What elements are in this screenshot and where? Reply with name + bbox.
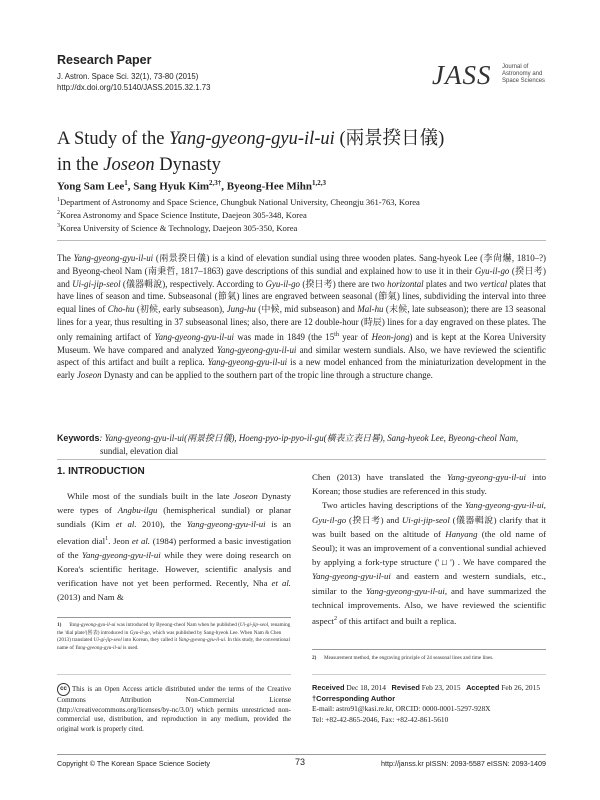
footer-journal-info: http://janss.kr pISSN: 2093-5587 eISSN: 2093-1409 [380, 759, 546, 768]
author-name: Byeong-Hee Mihn [226, 180, 313, 193]
affiliation: $^3$Korea University of Science & Technology, Daejeon 305-350, Korea [57, 223, 298, 233]
footnote-divider [312, 649, 546, 650]
body-column-left [57, 489, 291, 605]
divider [57, 459, 546, 460]
author-list: Yong Sam Lee$^1$, Sang Hyuk Kim$^{2,3\dagger}$, Byeong-Hee Mihn$^{1,2,3}$ [57, 179, 327, 193]
affiliation: $^2$Korea Astronomy and Space Science Institute, Daejeon 305-348, Korea [57, 210, 307, 220]
logo-wordmark: JASS [432, 60, 492, 90]
contact-phone: Tel: +82-42-865-2046, Fax: +82-42-861-5610 [312, 714, 449, 724]
contact-email[interactable]: E-mail: astro91@kasi.re.kr, ORCID: 0000-0001-5297-928X [312, 704, 491, 714]
author-name: Yong Sam Lee [57, 180, 125, 193]
paragraph: Two articles having descriptions of the Yang-gyeong-gyu-il-ui, Gyu-il-go (揆日考) and Ui-gi-jip-seol (儀器輯說) clarify that it was built based on the altitude of Hanyang (the old name of Seoul); it was an improvement of a conventional sundial achieved by applying a fork-type structure ('ㄩ') . We have compared the Yang-gyeong-gyu-il-ui and eastern and western sundials, etc., similar to the Yang-gyeong-gyu-il-ui, and have summarized the technical improvements. Also, we have reviewed the scientific aspect$^2$ of this artifact and built a replica. [312, 500, 547, 626]
paper-title: A Study of the Yang-gyeong-gyu-il-ui (兩景揆日儀) in the Joseon Dynasty [57, 129, 445, 175]
author-name: Sang Hyuk Kim [133, 180, 210, 193]
journal-citation: J. Astron. Space Sci. 32(1), 73-80 (2015) [57, 72, 199, 81]
paragraph: Chen (2013) have translated the Yang-gyeong-gyu-il-ui into Korean; those studies are referenced in this study. [312, 472, 546, 497]
section-heading: 1. INTRODUCTION [57, 466, 145, 477]
article-type-label: Research Paper [57, 53, 152, 67]
logo-subtitle: Journal of Astronomy and Space Sciences [502, 64, 546, 85]
divider [312, 674, 546, 675]
creative-commons-icon: cc [57, 683, 70, 696]
divider [57, 240, 546, 241]
keywords [57, 432, 546, 457]
keywords-label: Keywords [57, 433, 100, 443]
corresponding-author-label: †Corresponding Author [312, 693, 396, 703]
footnote: 2) Measurement method, the engraving principle of 24 seasonal lines and time lines. [312, 655, 494, 661]
journal-logo [432, 60, 552, 100]
abstract: The Yang-gyeong-gyu-il-ui (兩景揆日儀) is a kind of elevation sundial using three wooden plates. Sang-hyeok Lee (李尙爀, 1810–?) and Byeong-cheol Nam (南秉哲, 1817–1863) gave descriptions of this sundial and explained how to use it in their Gyu-il-go (揆日考) and Ui-gi-jip-seol (儀器輯說), respectively. According to Gyu-il-go (揆日考) there are two horizontal plates and two vertical plates that have lines of season and time. Subseasonal (節氣) lines are engraved between seasonal (節氣) lines, subdividing the interval into three equal lines of Cho-hu (初候, early subseason), Jung-hu (中候, mid subseason) and Mal-hu (末候, late subseason); there are 13 seasonal lines for a year, thus resulting in 37 subseasonal lines; also, there are 12 double-hour (時辰) lines for a day engraved on these plates. The only remaining artifact of Yang-gyeong-gyu-il-ui was made in 1849 (the 15th year of Heon-jong) and is kept at the Korea University Museum. We have compared and analyzed Yang-gyeong-gyu-il-ui and similar western sundials. Also, we have reviewed the scientific aspect of this artifact and built a replica. Yang-gyeong-gyu-il-ui is a new model enhanced from the miniaturization development in the early Joseon Dynasty and can be applied to the southern part of the tropic line through a structure change. [57, 253, 547, 381]
keywords-list-cont: sundial, elevation dial [100, 445, 179, 456]
license-notice: cc This is an Open Access article distributed under the terms of the Creative Commons Attribution Non-Commercial License (http://creativecommons.org/licenses/by-nc/3.0/) which permits unrestricted non-commercial use, distribution, and reproduction in any medium, provided the original work is properly cited. [57, 683, 291, 734]
keywords-list: : Yang-gyeong-gyu-il-ui(兩景揆日儀), Hoeng-pyo-ip-pyo-il-gu(橫表立表日晷), Sang-hyeok Lee, Byeong-cheol Nam, [99, 433, 519, 443]
paragraph: While most of the sundials built in the late Joseon Dynasty were types of Angbu-ilgu (hemispherical sundial) or planar sundials (Kim et al. 2010), the Yang-gyeong-gyu-il-ui is an elevation dial$^1$. Jeon et al. (1984) performed a basic investigation of the Yang-gyeong-gyu-il-ui while they were doing research on Korea's scientific heritage. However, scientific analysis and verification have not yet been performed. Recently, Nha et al. (2013) and Nam & [57, 491, 292, 603]
footnote-divider [57, 617, 291, 618]
doi-link[interactable]: http://dx.doi.org/10.5140/JASS.2015.32.1.73 [57, 83, 211, 92]
footer-copyright: Copyright © The Korean Space Science Society [57, 759, 210, 768]
divider [57, 674, 291, 675]
footer-divider [57, 754, 546, 755]
page-number: 73 [295, 757, 306, 767]
footnote: 1) Yang-gyeong-gyu-il-ui was introduced by Byeong-cheol Nam when he published (Ui-gi-jip-seol, renaming the 'dial plate'(晷表) introduced in Gyu-il-go, which was published by Sang-hyeok Lee. When Nam & Chen (2013) translated Ui-gi-jip-seol into Korean, they called it Yang-gyeong-gyu-il-ui. In this study, the conventional name of Yang-gyeong-gyu-il-ui is used. [57, 622, 291, 651]
affiliation: $^1$Department of Astronomy and Space Science, Chungbuk National University, Cheongju 361-763, Korea [57, 197, 420, 207]
article-dates: Received Dec 18, 2014 Revised Feb 23, 2015 Accepted Feb 26, 2015 †Corresponding Author E-mail: astro91@kasi.re.kr, ORCID: 0000-0001-5297-928X Tel: +82-42-865-2046, Fax: +82-42-861-5610 [312, 683, 541, 724]
body-column-right [312, 470, 546, 628]
